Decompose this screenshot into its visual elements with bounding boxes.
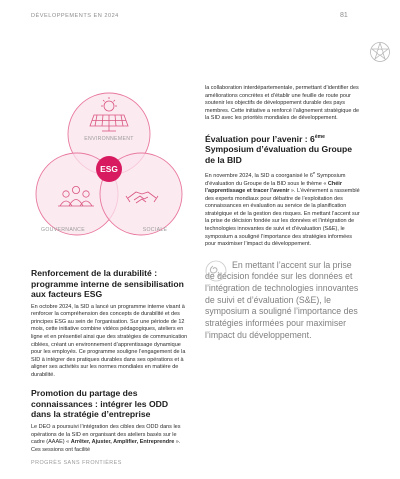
page-number: 81 bbox=[340, 12, 348, 19]
quote-icon bbox=[205, 260, 227, 282]
environment-label: ENVIRONNEMENT bbox=[84, 136, 134, 142]
symposium-heading: Évaluation pour l’avenir : 6ème Symposium d’évaluation du Groupe de la BID bbox=[205, 133, 353, 165]
odd-partnership-body: Le DEO a poursuivi l’intégration des cibles des ODD dans les opérations de la SID en organisant des ateliers basés sur le cadre (AAAE) « Arrêter, Ajuster, Amplifier, Entreprendre ». Ces sessions ont facilité bbox=[31, 424, 181, 453]
symposium-body: En novembre 2024, la SID a coorganisé le 6e Symposium d’évaluation du Groupe de la BID sous le thème « Chéir l’apprentissage et tracer l’avenir ». L’événement a rassemblé des experts mondiaux pour débattre de l’exploitation des connaissances en évaluation au service de la planification stratégique et de la gestion des risques. En mettant l’accent sur la prise de décision fondée sur les données et l’intégration de technologies innovantes de suivi et d’évaluation (S&E), le symposium a souligné l’importance des stratégies informées pour maximiser l’impact du développement. bbox=[205, 170, 360, 248]
esg-center-label: ESG bbox=[100, 164, 118, 174]
footer: PROGRÈS SANS FRONTIÈRES bbox=[31, 460, 122, 466]
esg-awareness-body: En octobre 2024, la SID a lancé un programme interne visant à renforcer la compréhension des concepts de durabilité et des principes ESG au sein de l’organisation. Sur une période de 12 mois, cette initiative combine vidéos pédagogiques, ateliers en ligne et en présentiel ainsi que des stratégies de communication ciblées, créant un environnement d’apprentissage dynamique pour les employés. Ce programme souligne l’engagement de la SID à intégrer des pratiques durables dans ses opérations et à aligner ses activités sur les normes mondiales en matière de durabilité. bbox=[31, 303, 188, 378]
left-column bbox=[31, 268, 189, 454]
odd-partnership-heading: Promotion du partage des connaissances : intégrer les ODD dans la stratégie d’entreprise bbox=[31, 388, 169, 420]
running-head: DÉVELOPPEMENTS EN 2024 bbox=[31, 13, 119, 19]
esg-diagram bbox=[30, 82, 188, 260]
esg-awareness-heading: Renforcement de la durabilité : programme interne de sensibilisation aux facteurs ESG bbox=[31, 268, 184, 300]
pullquote bbox=[205, 260, 361, 342]
governance-label: GOUVERNANCE bbox=[41, 227, 85, 233]
continuation-body: la collaboration interdépartementale, permettant d’identifier des améliorations concrètes et d’établir une feuille de route pour soutenir les objectifs de développement durable des pays membres. Cette initiative a renforcé l’alignement stratégique de la SID avec les priorités mondiales de développement. bbox=[205, 85, 360, 122]
pullquote-text: En mettant l’accent sur la prise de décision fondée sur les données et l’intégration de technologies innovantes de suivi et d’évaluation (S&E), le symposium a souligné l’importance des stratégies informées pour maximiser l’impact du développement. bbox=[205, 259, 359, 340]
social-label: SOCIALE bbox=[142, 227, 168, 233]
decorative-emblem-icon bbox=[369, 41, 391, 63]
right-column bbox=[205, 85, 361, 342]
